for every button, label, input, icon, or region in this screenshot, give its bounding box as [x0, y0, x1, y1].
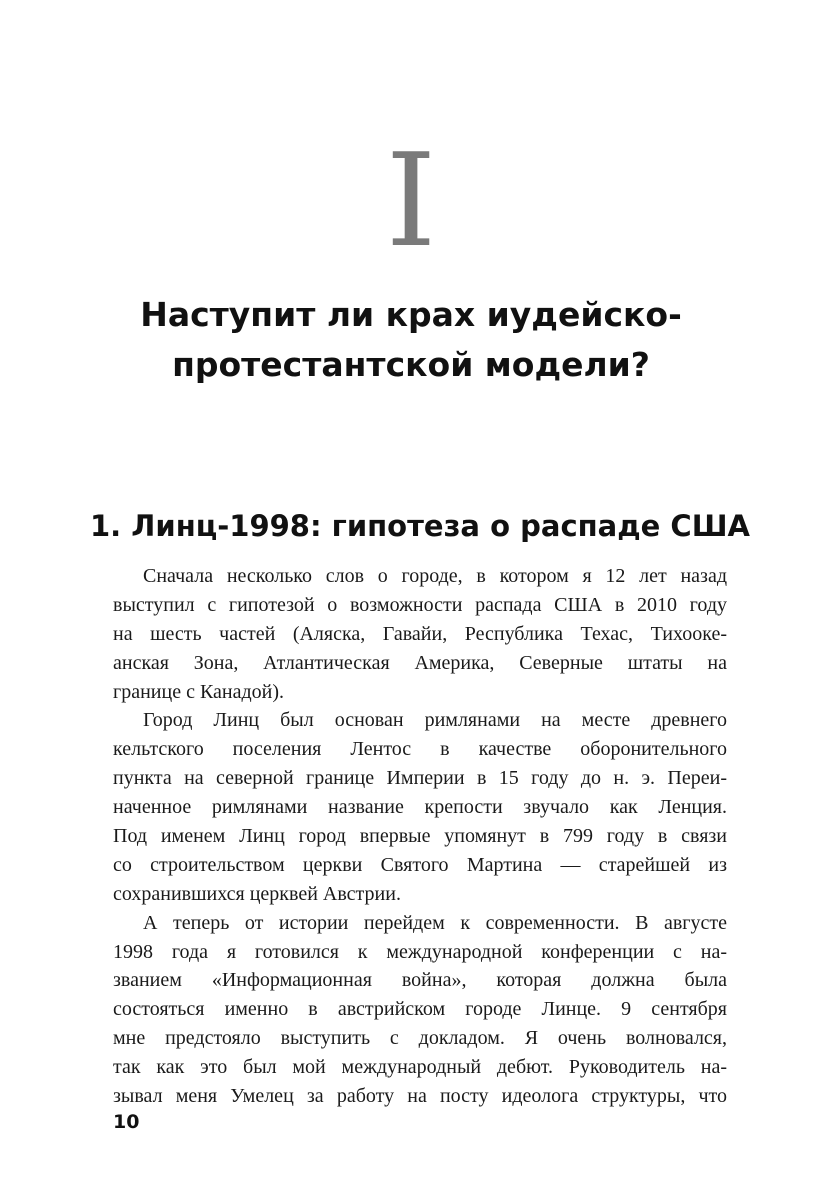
text-line: А теперь от истории перейдем к современности. В августе: [143, 911, 727, 934]
text-line: Город Линц был основан римлянами на месте древнего: [143, 709, 727, 732]
text-line: 1998 года я готовился к международной конференции с на-: [113, 940, 727, 963]
section-title: 1. Линц-1998: гипотеза о распаде США: [90, 509, 750, 543]
text-line: на шесть частей (Аляска, Гавайи, Республика Техас, Тихооке-: [113, 622, 727, 645]
text-line: Под именем Линц город впервые упомянут в 799 году в связи: [113, 825, 727, 848]
text-line: со строительством церкви Святого Мартина — старейшей из: [113, 853, 727, 876]
body-text: [113, 562, 727, 1111]
paragraph-3: [113, 909, 727, 1111]
text-line: состояться именно в австрийском городе Линце. 9 сентября: [113, 998, 727, 1021]
text-line: званием «Информационная война», которая должна была: [113, 969, 727, 992]
chapter-title: [60, 290, 762, 390]
text-line: Сначала несколько слов о городе, в котором я 12 лет назад: [143, 565, 727, 587]
text-line: так как это был мой международный дебют. Руководитель на-: [113, 1056, 727, 1079]
text-line: границе с Канадой).: [113, 680, 285, 703]
text-line: мне предстояло выступить с докладом. Я очень волновался,: [113, 1027, 727, 1050]
text-line: выступил с гипотезой о возможности распада США в 2010 году: [113, 593, 727, 616]
page-number: 10: [113, 1111, 140, 1133]
text-line: зывал меня Умелец за работу на посту идеолога структуры, что: [113, 1085, 727, 1108]
chapter-title-line: протестантской модели?: [172, 345, 650, 384]
paragraph-2: [113, 706, 727, 908]
text-line: анская Зона, Атлантическая Америка, Северные штаты на: [113, 651, 727, 674]
chapter-title-line: Наступит ли крах иудейско-: [140, 295, 682, 334]
paragraph-1: [113, 562, 727, 706]
chapter-numeral: I: [385, 127, 437, 276]
text-line: кельтского поселения Лентос в качестве оборонительного: [113, 738, 727, 761]
text-line: пункта на северной границе Империи в 15 году до н. э. Переи-: [113, 767, 727, 790]
text-line: сохранившихся церквей Австрии.: [113, 882, 401, 905]
text-line: наченное римлянами название крепости звучало как Ленция.: [113, 796, 727, 819]
